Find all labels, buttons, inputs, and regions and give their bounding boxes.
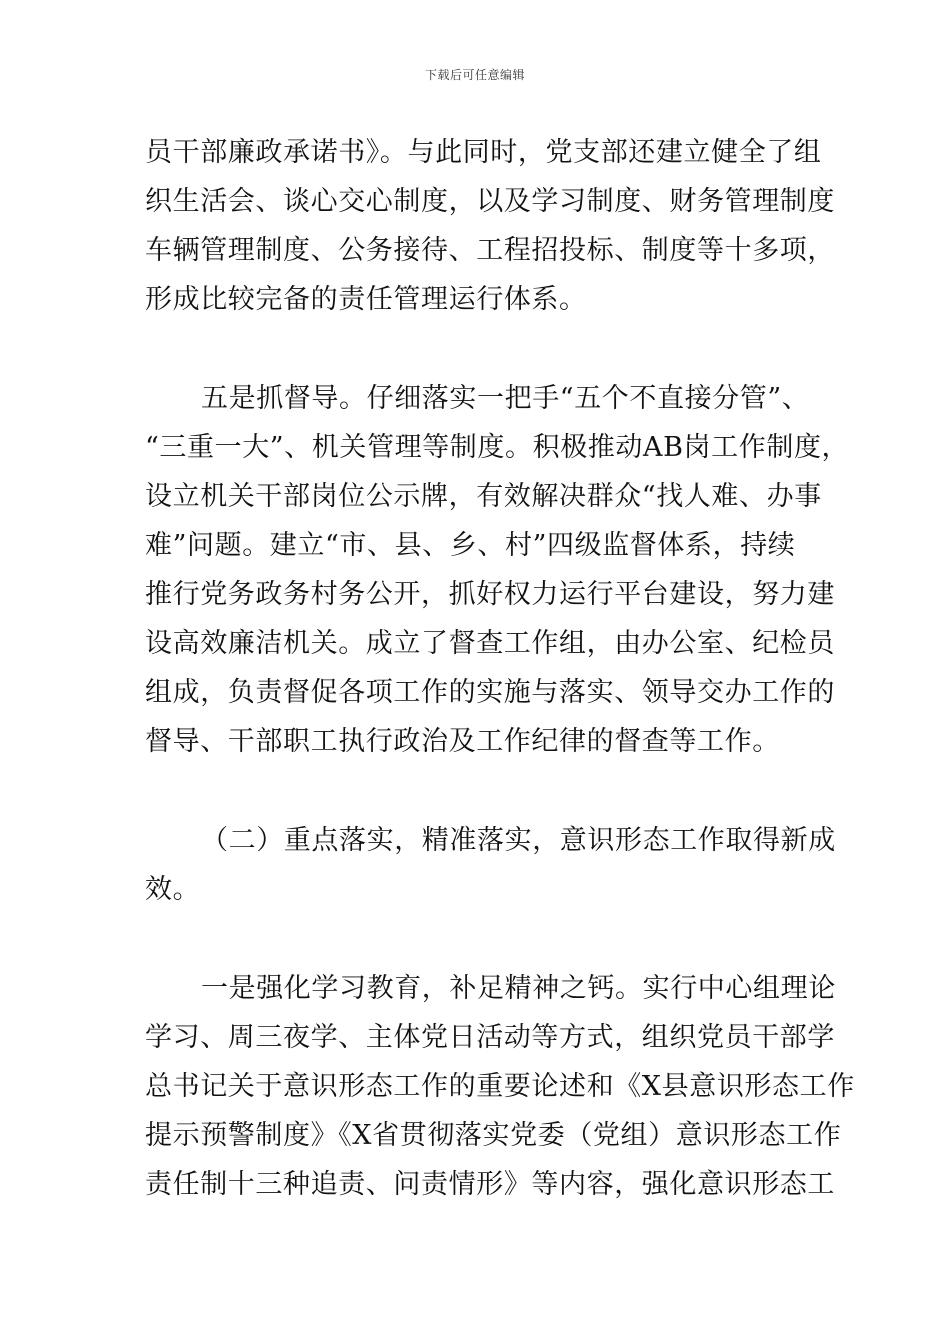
text-line: 效。 bbox=[145, 874, 201, 905]
text-line: 形成比较完备的责任管理运行体系。 bbox=[145, 284, 587, 315]
text-line: 总书记关于意识形态工作的重要论述和《X县意识形态工作 bbox=[145, 1071, 855, 1102]
text-line: 提示预警制度》《X省贯彻落实党委（党组）意识形态工作 bbox=[145, 1120, 842, 1151]
text-line: 责任制十三种追责、问责情形》等内容，强化意识形态工 bbox=[145, 1169, 835, 1200]
document-body bbox=[145, 128, 855, 1209]
text-line: “三重一大”、机关管理等制度。积极推动AB岗工作制度， bbox=[145, 432, 850, 463]
text-line: 推行党务政务村务公开，抓好权力运行平台建设，努力建 bbox=[145, 579, 835, 610]
text-line: 组成，负责督促各项工作的实施与落实、领导交办工作的 bbox=[145, 677, 835, 708]
text-line: 织生活会、谈心交心制度，以及学习制度、财务管理制度 bbox=[145, 186, 835, 217]
text-line: 设立机关干部岗位公示牌，有效解决群众“找人难、办事 bbox=[145, 481, 822, 512]
text-line: （二）重点落实，精准落实，意识形态工作取得新成 bbox=[201, 825, 836, 856]
text-line: 难”问题。建立“市、县、乡、村”四级监督体系，持续 bbox=[145, 530, 796, 561]
paragraph-4 bbox=[145, 964, 855, 1209]
text-line: 一是强化学习教育，补足精神之钙。实行中心组理论 bbox=[201, 973, 836, 1004]
paragraph-3-section-heading bbox=[145, 816, 836, 914]
paragraph-1 bbox=[145, 128, 835, 324]
paragraph-2 bbox=[145, 374, 850, 766]
text-line: 员干部廉政承诺书》。与此同时，党支部还建立健全了组 bbox=[145, 137, 822, 168]
text-line: 车辆管理制度、公务接待、工程招投标、制度等十多项， bbox=[145, 235, 835, 266]
page-header: 下载后可任意编辑 bbox=[424, 68, 525, 82]
text-line: 学习、周三夜学、主体党日活动等方式，组织党员干部学 bbox=[145, 1022, 835, 1053]
text-line: 督导、干部职工执行政治及工作纪律的督查等工作。 bbox=[145, 726, 780, 757]
text-line: 设高效廉洁机关。成立了督查工作组，由办公室、纪检员 bbox=[145, 628, 835, 659]
text-line: 五是抓督导。仔细落实一把手“五个不直接分管”、 bbox=[201, 383, 810, 414]
